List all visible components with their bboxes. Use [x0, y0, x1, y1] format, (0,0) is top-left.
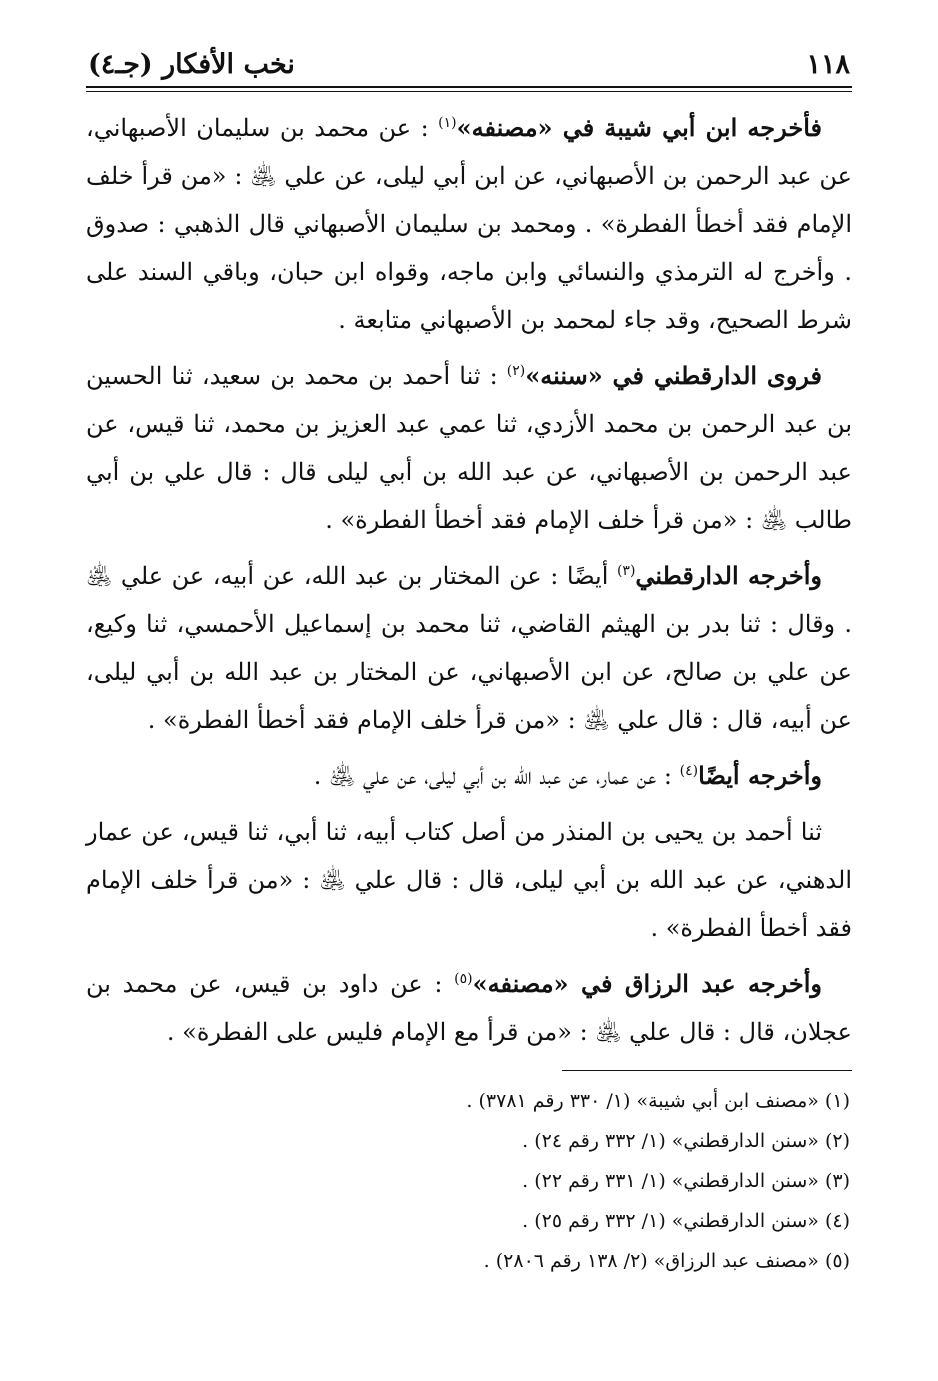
header-rule [86, 86, 852, 92]
paragraph-4 [86, 752, 852, 800]
paragraph-5 [86, 808, 852, 952]
paragraph-lead: فأخرجه ابن أبي شيبة في «مصنفه» [456, 113, 822, 142]
paragraph-text: : عن داود بن قيس، عن محمد بن عجلان، قال : قال علي ﵁ : «من قرأ مع الإمام فليس على الفطرة» . [86, 970, 852, 1046]
footnote-5: (٥) «مصنف عبد الرزاق» (٢/ ١٣٨ رقم ٢٨٠٦) . [483, 1250, 850, 1272]
footnote-divider [562, 1070, 852, 1071]
page-number: ١١٨ [806, 49, 850, 80]
paragraph-3 [86, 552, 852, 744]
paragraph-text: : عن عمار، عن عبد الله بن أبي ليلى، عن علي ﵁ . [313, 762, 680, 790]
body-text [86, 104, 852, 1056]
footnotes [86, 1081, 852, 1281]
footnote-marker[interactable]: (٤) [679, 763, 699, 779]
page-header [86, 40, 852, 86]
paragraph-text: : عن محمد بن سليمان الأصبهاني، عن عبد الرحمن بن الأصبهاني، عن ابن أبي ليلى، عن علي ﵁ : «من قرأ خلف الإمام فقد أخطأ الفطرة» . ومحمد بن سليمان الأصبهاني قال الذهبي : صدوق . وأخرج له الترمذي والنسائي وابن ماجه، وقواه ابن حبان، وباقي السند على شرط الصحيح، وقد جاء لمحمد بن الأصبهاني متابعة . [86, 114, 852, 334]
paragraph-lead: وأخرجه الدارقطني [635, 561, 822, 590]
paragraph-6 [86, 960, 852, 1056]
paragraph-text: : ثنا أحمد بن محمد بن سعيد، ثنا الحسين بن عبد الرحمن بن محمد الأزدي، ثنا عمي عبد العزيز بن محمد، ثنا قيس، عن عبد الرحمن بن الأصبهاني، عن عبد الله بن أبي ليلى قال : قال علي بن أبي طالب ﵁ : «من قرأ خلف الإمام فقد أخطأ الفطرة» . [86, 362, 853, 534]
footnote-1: (١) «مصنف ابن أبي شيبة» (١/ ٣٣٠ رقم ٣٧٨١) . [466, 1090, 850, 1112]
footnote-marker[interactable]: (٢) [506, 363, 526, 379]
footnote-3: (٣) «سنن الدارقطني» (١/ ٣٣١ رقم ٢٢) . [522, 1170, 850, 1192]
paragraph-lead: وأخرجه عبد الرزاق في «مصنفه» [472, 969, 822, 998]
running-title: نخب الأفكار (جـ٤) [88, 49, 295, 80]
footnote-4: (٤) «سنن الدارقطني» (١/ ٣٣٢ رقم ٢٥) . [522, 1210, 850, 1232]
paragraph-text: أيضًا : عن المختار بن عبد الله، عن أبيه، عن علي ﵁ . وقال : ثنا بدر بن الهيثم القاضي، ثنا محمد بن إسماعيل الأحمسي، ثنا وكيع، عن علي بن صالح، عن ابن الأصبهاني، عن المختار بن عبد الله بن أبي ليلى، عن أبيه، قال : قال علي ﵁ : «من قرأ خلف الإمام فقد أخطأ الفطرة» . [86, 562, 852, 734]
footnote-marker[interactable]: (١) [438, 115, 457, 131]
paragraph-lead: وأخرجه أيضًا [698, 761, 822, 790]
paragraph-text: ثنا أحمد بن يحيى بن المنذر من أصل كتاب أبيه، ثنا أبي، ثنا قيس، عن عمار الدهني، عن عبد الله بن أبي ليلى، قال : قال علي ﵁ : «من قرأ خلف الإمام فقد أخطأ الفطرة» . [86, 818, 852, 942]
paragraph-1 [86, 104, 852, 344]
footnote-marker[interactable]: (٣) [616, 563, 636, 579]
paragraph-2 [86, 352, 852, 544]
footnote-2: (٢) «سنن الدارقطني» (١/ ٣٣٢ رقم ٢٤) . [522, 1130, 850, 1152]
paragraph-lead: فروى الدارقطني في «سننه» [525, 361, 823, 390]
footnote-marker[interactable]: (٥) [454, 971, 473, 987]
